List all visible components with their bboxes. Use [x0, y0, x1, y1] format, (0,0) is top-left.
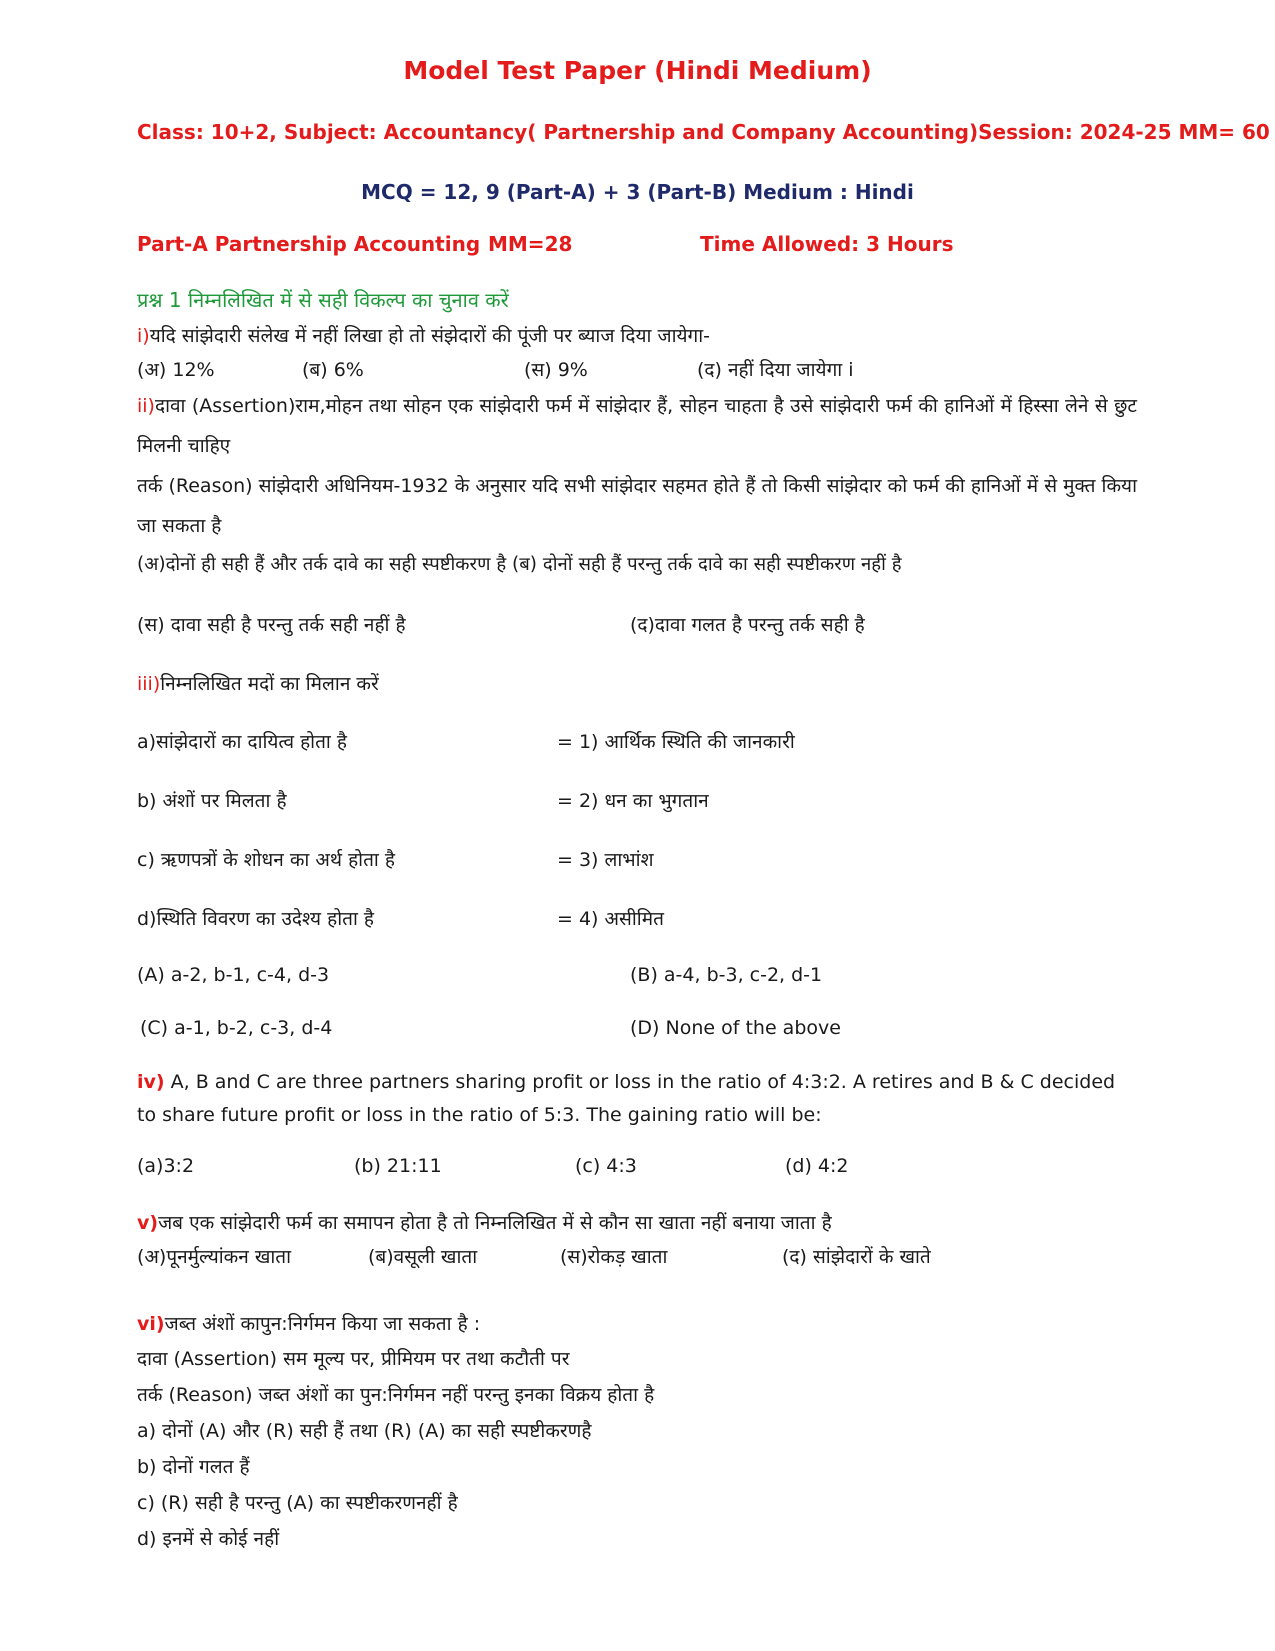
option: (b) 21:11: [354, 1155, 442, 1177]
match-right: = 2) धन का भुगतान: [557, 790, 709, 812]
option: (द) नहीं दिया जायेगा i: [697, 359, 854, 381]
option: (द) सांझेदारों के खाते: [782, 1246, 931, 1268]
option: a) दोनों (A) और (R) सही हैं तथा (R) (A) का सही स्पष्टीकरणहै: [137, 1420, 592, 1442]
option: (d) 4:2: [785, 1155, 849, 1177]
question-number: iv): [137, 1071, 165, 1093]
option-c: (C) a-1, b-2, c-3, d-4: [140, 1017, 333, 1039]
question-iv: [137, 1066, 1137, 1132]
question-ii-reason: तर्क (Reason) सांझेदारी अधिनियम-1932 के अनुसार यदि सभी सांझेदार सहमत होते हैं तो किसी सांझेदार को फर्म की हानिओं में से मुक्त किया जा सकता है: [137, 475, 1137, 537]
option-ab: (अ)दोनों ही सही हैं और तर्क दावे का सही स्पष्टीकरण है (ब) दोनों सही हैं परन्तु तर्क दावे का सही स्पष्टीकरण नहीं है: [137, 554, 902, 575]
question-number: vi): [137, 1313, 165, 1335]
assertion-text: दावा (Assertion) सम मूल्य पर, प्रीमियम पर तथा कटौती पर: [137, 1348, 570, 1370]
part-title: Part-A Partnership Accounting: [137, 232, 481, 256]
option-d: (द)दावा गलत है परन्तु तर्क सही है: [630, 614, 865, 636]
max-marks: MM=28: [488, 232, 573, 256]
question-text: जब्त अंशों कापुन:निर्गमन किया जा सकता है :: [164, 1313, 481, 1335]
question-text: यदि सांझेदारी संलेख में नहीं लिखा हो तो संझेदारों की पूंजी पर ब्याज दिया जायेगा-: [149, 325, 710, 347]
question-heading: प्रश्न 1 निम्नलिखित में से सही विकल्प का चुनाव करें: [137, 288, 509, 312]
question-number: ii): [137, 395, 155, 417]
time-allowed: Time Allowed: 3 Hours: [700, 232, 954, 256]
question-vi: [137, 1310, 480, 1336]
question-text: जब एक सांझेदारी फर्म का समापन होता है तो निम्नलिखित में से कौन सा खाता नहीं बनाया जाता है: [158, 1212, 832, 1234]
question-text: A, B and C are three partners sharing profit or loss in the ratio of 4:3:2. A retires and B & C decided to share future profit or loss in the ratio of 5:3. The gaining ratio will be:: [137, 1071, 1116, 1126]
match-left: c) ऋणपत्रों के शोधन का अर्थ होता है: [137, 849, 395, 871]
option-d: (D) None of the above: [630, 1017, 841, 1039]
option: (अ) 12%: [137, 359, 215, 381]
match-right: = 4) असीमित: [557, 908, 664, 930]
reason-text: तर्क (Reason) जब्त अंशों का पुन:निर्गमन नहीं परन्तु इनका विक्रय होता है: [137, 1384, 655, 1406]
question-number: v): [137, 1212, 159, 1234]
match-left: d)स्थिति विवरण का उदेश्य होता है: [137, 908, 375, 930]
match-left: b) अंशों पर मिलता है: [137, 790, 287, 812]
option: c) (R) सही है परन्तु (A) का स्पष्टीकरणनहीं है: [137, 1492, 458, 1514]
option: b) दोनों गलत हैं: [137, 1456, 250, 1478]
option: (c) 4:3: [575, 1155, 637, 1177]
match-right: = 3) लाभांश: [557, 849, 654, 871]
option-c: (स) दावा सही है परन्तु तर्क सही नहीं है: [137, 614, 406, 636]
option: d) इनमें से कोई नहीं: [137, 1528, 280, 1550]
option: (ब)वसूली खाता: [368, 1246, 478, 1268]
question-v: [137, 1209, 832, 1235]
option-a: (A) a-2, b-1, c-4, d-3: [137, 964, 330, 986]
class-subject-line: Class: 10+2, Subject: Accountancy( Partnership and Company Accounting)Session: 2024-25 MM= 60: [137, 120, 1270, 144]
option-b: (B) a-4, b-3, c-2, d-1: [630, 964, 823, 986]
option: (स) 9%: [524, 359, 588, 381]
option: (a)3:2: [137, 1155, 195, 1177]
option: (अ)पूनर्मुल्यांकन खाता: [137, 1246, 292, 1268]
mcq-line: MCQ = 12, 9 (Part-A) + 3 (Part-B) Medium : Hindi: [361, 180, 914, 204]
assertion-text: दावा (Assertion)राम,मोहन तथा सोहन एक सांझेदारी फर्म में सांझेदार हैं, सोहन चाहता है उसे सांझेदारी फर्म की हानिओं में हिस्सा लेने से छुट मिलनी चाहिए: [137, 395, 1137, 457]
question-i: [137, 322, 710, 348]
page-title: Model Test Paper (Hindi Medium): [403, 56, 872, 85]
match-right: = 1) आर्थिक स्थिति की जानकारी: [557, 731, 795, 753]
question-text: निम्नलिखित मदों का मिलान करें: [160, 673, 379, 695]
question-number: iii): [137, 673, 161, 695]
match-left: a)सांझेदारों का दायित्व होता है: [137, 731, 347, 753]
option: (ब) 6%: [302, 359, 364, 381]
question-iii: [137, 670, 379, 696]
question-number: i): [137, 325, 150, 347]
option: (स)रोकड़ खाता: [560, 1246, 668, 1268]
question-ii-assertion: [137, 386, 1137, 466]
